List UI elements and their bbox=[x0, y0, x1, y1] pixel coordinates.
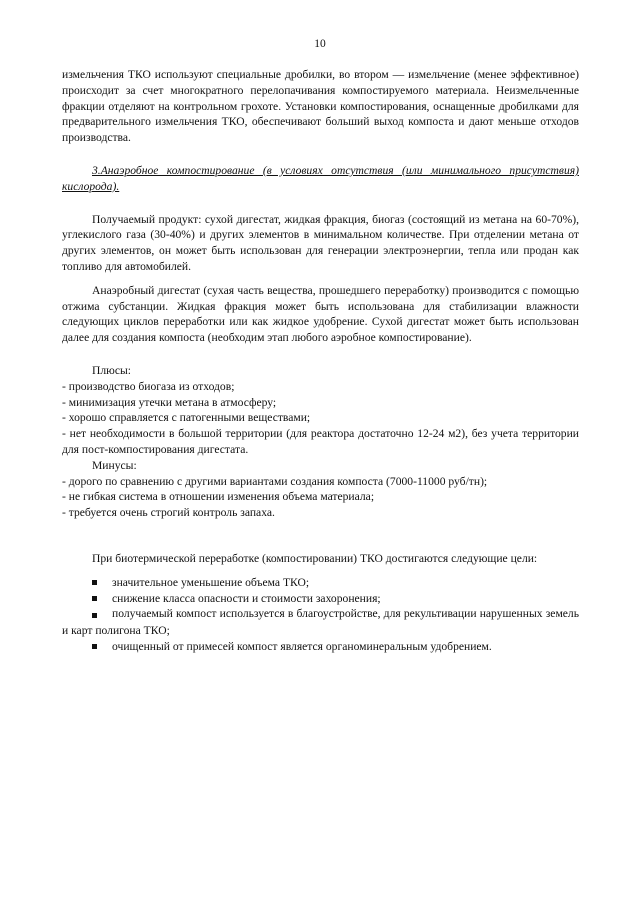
page-number: 10 bbox=[314, 38, 326, 50]
pros-item: - хорошо справляется с патогенными веществами; bbox=[62, 411, 311, 425]
paragraph-goals: При биотермической переработке (компостировании) ТКО достигаются следующие цели: bbox=[92, 551, 538, 565]
goal-item: значительное уменьшение объема ТКО; bbox=[62, 575, 579, 591]
cons-item: - дорого по сравнению с другими вариантами создания компоста (7000-11000 руб/тн); bbox=[62, 474, 488, 488]
cons-item: - требуется очень строгий контроль запаха. bbox=[62, 506, 275, 520]
square-bullet-icon bbox=[92, 644, 97, 649]
cons-label: Минусы: bbox=[92, 458, 137, 472]
pros-label: Плюсы: bbox=[92, 363, 131, 377]
paragraph-intro: измельчения ТКО используют специальные дробилки, во втором — измельчение (менее эффективное) происходит за счет многократного перелопачивания компостируемого материала. Неизмельченные фракции отделяют на контрольном грохоте. Установки компостирования, оснащенные дробилками для предварительного измельчения ТКО, обеспечивают больший выход компоста и дают меньше отходов производства. bbox=[62, 68, 579, 145]
pros-item: - минимизация утечки метана в атмосферу; bbox=[62, 395, 277, 409]
section-heading-text: 3.Анаэробное компостирование (в условиях отсутствия (или минимального присутствия) кислорода). bbox=[62, 163, 579, 193]
square-bullet-icon bbox=[92, 596, 97, 601]
pros-item: - производство биогаза из отходов; bbox=[62, 379, 235, 393]
pros-item: - нет необходимости в большой территории (для реактора достаточно 12-24 м2), без учета территории для пост-компостирования дигестата. bbox=[62, 427, 579, 456]
paragraph-digestate: Анаэробный дигестат (сухая часть вещества, прошедшего переработку) производится с помощью отжима субстанции. Жидкая фракция может быть использована для стабилизации влажности следующих циклов переработки или как жидкое удобрение. Сухой дигестат может быть использован далее для создания компоста (необходим этап любого аэробное компостирование). bbox=[62, 283, 579, 345]
cons-item: - не гибкая система в отношении изменения объема материала; bbox=[62, 490, 375, 504]
square-bullet-icon bbox=[92, 613, 97, 618]
section-heading bbox=[62, 163, 579, 195]
square-bullet-icon bbox=[92, 580, 97, 585]
goal-item: получаемый компост используется в благоустройстве, для рекультивации нарушенных земель и карт полигона ТКО; bbox=[62, 607, 579, 638]
goal-item: очищенный от примесей компост является органоминеральным удобрением. bbox=[62, 639, 579, 655]
paragraph-product: Получаемый продукт: сухой дигестат, жидкая фракция, биогаз (состоящий из метана на 60-70%), углекислого газа (30-40%) и других элементов в минимальном количестве. При отделении метана от других элементов, он может быть использован для генерации электроэнергии, тепла или продан как топливо для автомобилей. bbox=[62, 212, 579, 273]
page-content bbox=[62, 67, 579, 655]
goal-item: снижение класса опасности и стоимости захоронения; bbox=[62, 591, 579, 607]
